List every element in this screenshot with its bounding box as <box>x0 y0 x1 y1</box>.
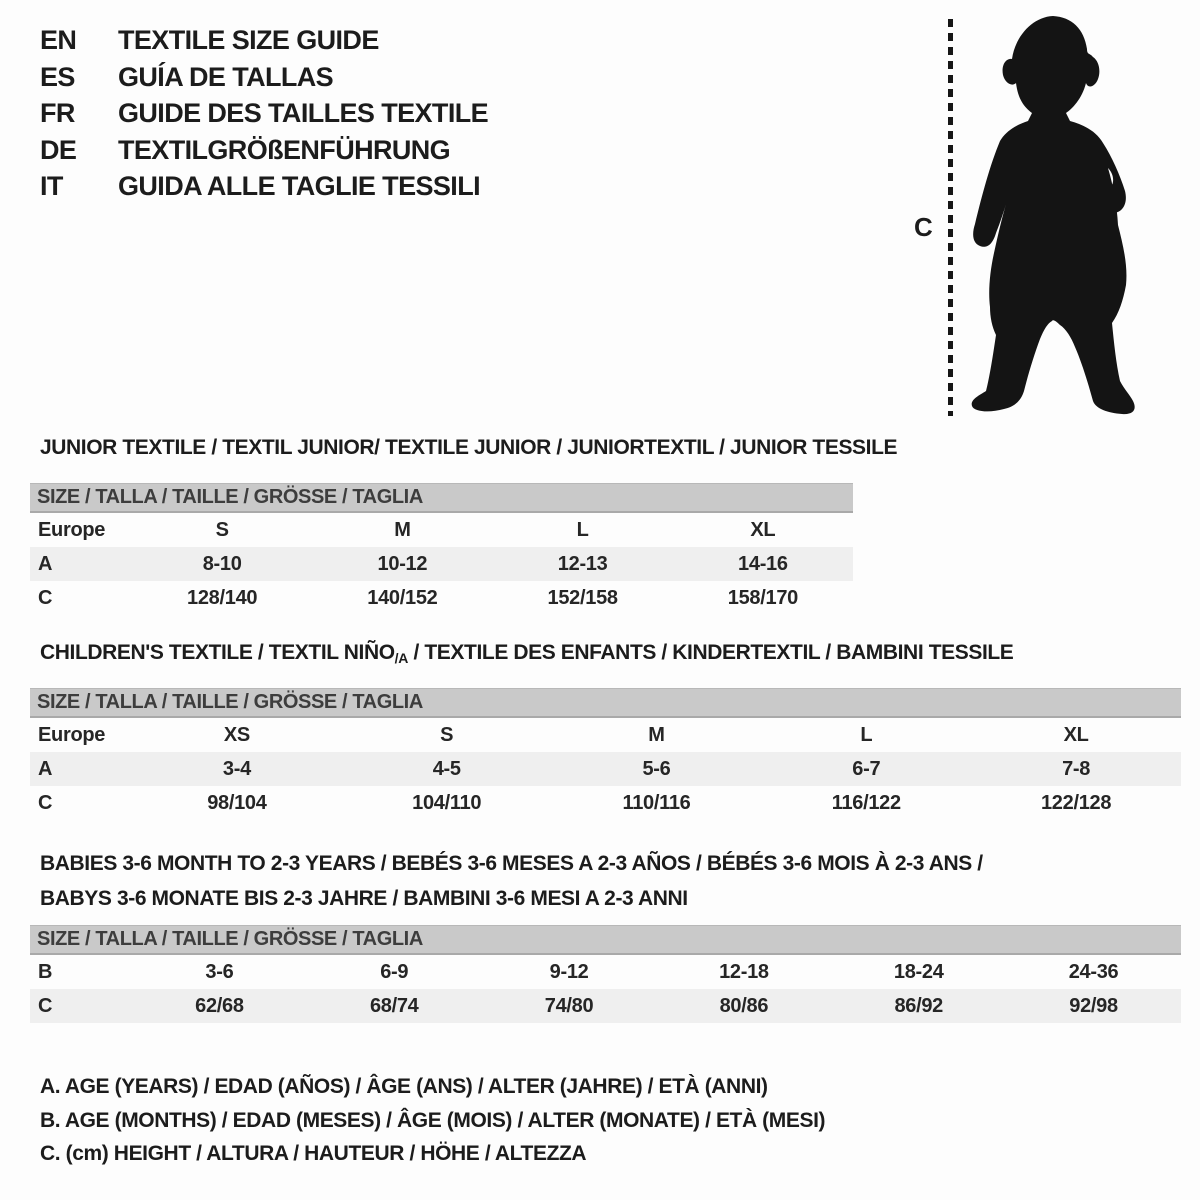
lang-title: TEXTILGRÖßENFÜHRUNG <box>118 134 451 165</box>
age-cell: 6-9 <box>380 960 409 983</box>
age-cell: 8-10 <box>202 552 242 575</box>
height-cell: 116/122 <box>831 791 901 814</box>
table-row <box>30 786 1181 820</box>
note-b-age-months: B. AGE (MONTHS) / EDAD (MESES) / ÂGE (MOIS) / ALTER (MONATE) / ETÀ (MESI) <box>40 1108 826 1132</box>
children-size-table <box>30 688 1181 820</box>
height-cell: 74/80 <box>544 994 594 1017</box>
height-cell: 104/110 <box>412 791 482 814</box>
table-row <box>30 752 1181 786</box>
babies-size-table <box>30 925 1181 1023</box>
lang-title: GUÍA DE TALLAS <box>118 61 334 92</box>
height-cell: 122/128 <box>1040 791 1112 814</box>
row-label: A <box>38 552 53 575</box>
table-row <box>30 581 853 615</box>
age-cell: 5-6 <box>642 757 671 780</box>
lang-row-it <box>40 168 488 205</box>
measure-c-label: C <box>914 212 933 242</box>
size-cell: XS <box>223 723 250 746</box>
age-cell: 10-12 <box>377 552 428 575</box>
age-cell: 6-7 <box>852 757 881 780</box>
age-cell: 14-16 <box>738 552 788 575</box>
height-cell: 152/158 <box>547 586 618 609</box>
language-title-block <box>40 22 488 205</box>
row-label: C <box>38 994 53 1017</box>
age-cell: 24-36 <box>1068 960 1119 983</box>
lang-row-de <box>40 132 488 169</box>
height-cell: 140/152 <box>367 586 438 609</box>
height-cell: 68/74 <box>369 994 419 1017</box>
size-header-bar: SIZE / TALLA / TAILLE / GRÖSSE / TAGLIA <box>30 925 1181 955</box>
row-label: C <box>38 791 53 814</box>
lang-row-en <box>40 22 488 59</box>
toddler-silhouette-icon <box>960 13 1140 421</box>
children-title-sub: /A <box>394 650 409 666</box>
size-cell: M <box>394 518 411 541</box>
height-measure-dashed-line <box>948 19 953 416</box>
age-cell: 18-24 <box>893 960 944 983</box>
size-header-bar: SIZE / TALLA / TAILLE / GRÖSSE / TAGLIA <box>30 688 1181 718</box>
height-cell: 158/170 <box>727 586 798 609</box>
lang-code: ES <box>40 61 75 92</box>
children-title-prefix: CHILDREN'S TEXTILE / TEXTIL NIÑO <box>40 641 395 664</box>
row-label: A <box>38 757 53 780</box>
lang-row-fr <box>40 95 488 132</box>
lang-row-es <box>40 59 488 96</box>
babies-section-title <box>40 846 983 916</box>
height-cell: 80/86 <box>719 994 769 1017</box>
age-cell: 4-5 <box>432 757 461 780</box>
row-label: Europe <box>38 723 106 746</box>
size-cell: M <box>648 723 665 746</box>
lang-title: GUIDE DES TAILLES TEXTILE <box>118 98 489 128</box>
note-a-age-years: A. AGE (YEARS) / EDAD (AÑOS) / ÂGE (ANS) / ALTER (JAHRE) / ETÀ (ANNI) <box>40 1075 768 1098</box>
table-row <box>30 989 1181 1023</box>
age-cell: 3-6 <box>205 960 234 983</box>
lang-title: GUIDA ALLE TAGLIE TESSILI <box>118 171 480 201</box>
note-c-height-cm: C. (cm) HEIGHT / ALTURA / HAUTEUR / HÖHE / ALTEZZA <box>40 1142 587 1165</box>
height-cell: 110/116 <box>622 791 691 814</box>
junior-size-table <box>30 483 853 615</box>
size-header-bar: SIZE / TALLA / TAILLE / GRÖSSE / TAGLIA <box>30 483 853 513</box>
lang-code: EN <box>40 25 77 55</box>
table-row <box>30 718 1181 752</box>
lang-code: FR <box>40 98 75 128</box>
table-row <box>30 547 853 581</box>
age-cell: 12-13 <box>557 552 608 575</box>
height-cell: 92/98 <box>1069 994 1118 1017</box>
junior-section-title: JUNIOR TEXTILE / TEXTIL JUNIOR/ TEXTILE JUNIOR / JUNIORTEXTIL / JUNIOR TESSILE <box>40 436 898 459</box>
children-title-suffix: / TEXTILE DES ENFANTS / KINDERTEXTIL / BAMBINI TESSILE <box>408 641 1014 664</box>
height-cell: 86/92 <box>894 994 943 1017</box>
lang-code: IT <box>40 171 63 201</box>
legend-notes <box>40 1070 825 1171</box>
size-cell: S <box>215 518 229 541</box>
lang-code: DE <box>40 134 77 165</box>
table-row <box>30 955 1181 989</box>
lang-title: TEXTILE SIZE GUIDE <box>118 25 379 55</box>
row-label: B <box>38 960 53 983</box>
age-cell: 12-18 <box>719 960 769 983</box>
height-cell: 62/68 <box>195 994 244 1017</box>
height-cell: 128/140 <box>187 586 258 609</box>
table-row <box>30 513 853 547</box>
row-label: C <box>38 586 53 609</box>
row-label: Europe <box>38 518 106 541</box>
age-cell: 9-12 <box>549 960 589 983</box>
size-cell: L <box>576 518 589 541</box>
size-cell: L <box>860 723 873 746</box>
size-cell: XL <box>750 518 776 541</box>
babies-title-line2: BABYS 3-6 MONATE BIS 2-3 JAHRE / BAMBINI 3-6 MESI A 2-3 ANNI <box>40 887 688 910</box>
height-figure <box>900 0 1200 430</box>
children-section-title <box>40 641 1013 666</box>
babies-title-line1: BABIES 3-6 MONTH TO 2-3 YEARS / BEBÉS 3-6 MESES A 2-3 AÑOS / BÉBÉS 3-6 MOIS À 2-3 ANS / <box>40 852 983 875</box>
height-cell: 98/104 <box>207 791 267 814</box>
age-cell: 7-8 <box>1062 757 1091 780</box>
age-cell: 3-4 <box>222 757 251 780</box>
size-cell: XL <box>1063 723 1089 746</box>
size-cell: S <box>440 723 454 746</box>
